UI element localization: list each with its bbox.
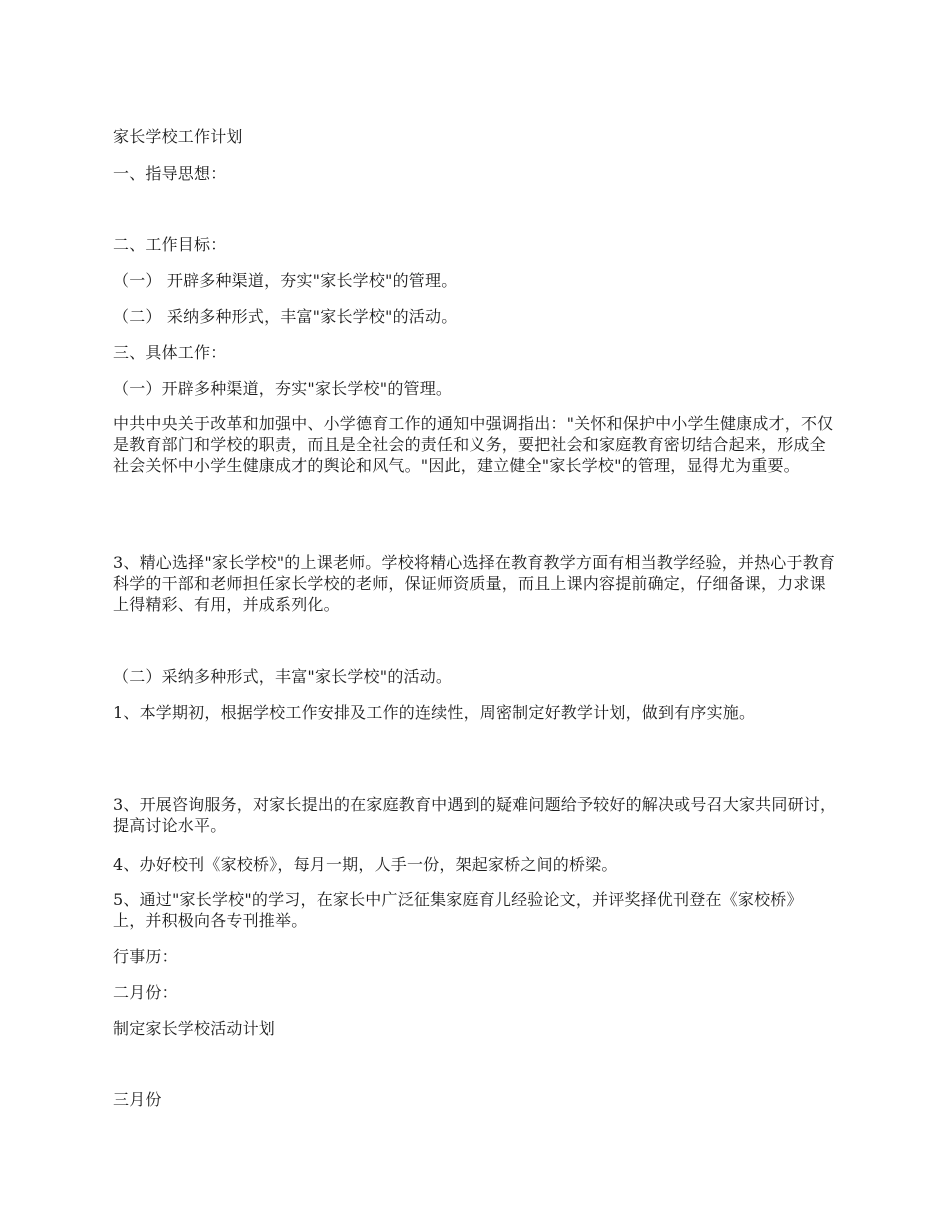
february-heading: 二月份： (113, 983, 178, 1002)
work-2-item-1: 1、本学期初，根据学校工作安排及工作的连续性，周密制定好教学计划，做到有序实施。 (113, 703, 756, 722)
work-2-item-5: 5、通过"家长学校"的学习，在家长中广泛征集家庭育儿经验论文，并评奖择优刊登在《家校桥》上，并积极向各专刊推举。 (113, 890, 803, 930)
work-1-paragraph: 中共中央关于改革和加强中、小学德育工作的通知中强调指出："关怀和保护中小学生健康成才，不仅是教育部门和学校的职责，而且是全社会的责任和义务，要把社会和家庭教育密切结合起来，形成全社会关怀中小学生健康成才的舆论和风气。"因此，建立健全"家长学校"的管理，显得尤为重要。 (113, 414, 834, 475)
section-heading-guiding: 一、指导思想： (113, 164, 227, 183)
section-heading-goals: 二、工作目标： (113, 235, 227, 254)
work-2-item-3: 3、开展咨询服务，对家长提出的在家庭教育中遇到的疑难问题给予较好的解决或号召大家共同研讨，提高讨论水平。 (113, 795, 837, 835)
calendar-heading: 行事历： (113, 947, 178, 966)
section-heading-work: 三、具体工作： (113, 343, 227, 362)
march-heading: 三月份 (113, 1090, 162, 1109)
goal-item-1: （一） 开辟多种渠道，夯实"家长学校"的管理。 (113, 271, 458, 290)
work-subheading-2: （二）采纳多种形式，丰富"家长学校"的活动。 (113, 667, 453, 686)
document-title: 家长学校工作计划 (113, 127, 243, 146)
work-subheading-1: （一）开辟多种渠道，夯实"家长学校"的管理。 (113, 379, 453, 398)
february-item: 制定家长学校活动计划 (113, 1019, 276, 1038)
work-2-item-4: 4、办好校刊《家校桥》，每月一期，人手一份，架起家桥之间的桥梁。 (113, 855, 618, 874)
work-1-item-3: 3、精心选择"家长学校"的上课老师。学校将精心选择在教育教学方面有相当教学经验，并热心于教育科学的干部和老师担任家长学校的老师，保证师资质量，而且上课内容提前确定，仔细备课，力求课上得精彩、有用，并成系列化。 (113, 553, 836, 614)
goal-item-2: （二） 采纳多种形式，丰富"家长学校"的活动。 (113, 307, 458, 326)
